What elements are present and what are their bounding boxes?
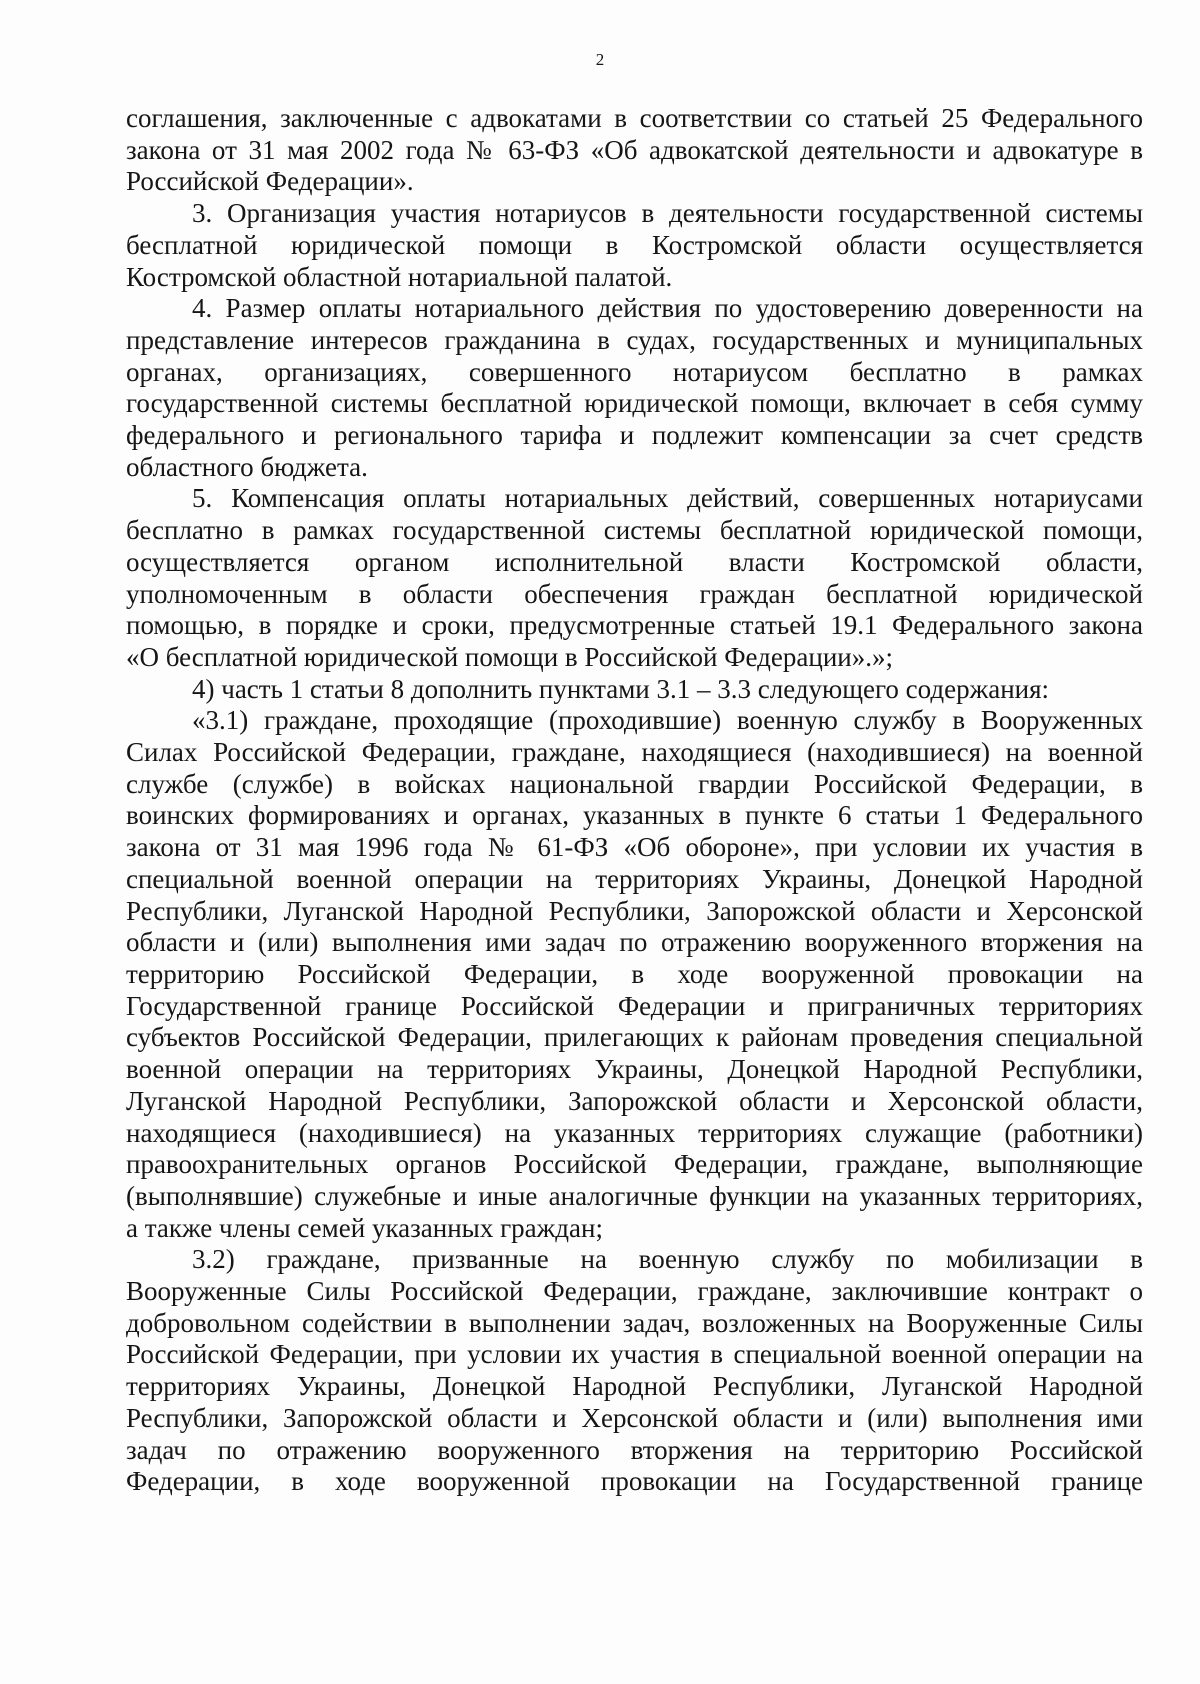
text-line: Государственной границе Российской Федерации и приграничных территориях bbox=[126, 990, 1143, 1021]
text-line: Луганской Народной Республики, Запорожской области и Херсонской области, bbox=[126, 1085, 1143, 1116]
text-line: воинских формированиях и органах, указанных в пункте 6 статьи 1 Федерального bbox=[126, 800, 1143, 831]
text-line: Федерации, в ходе вооруженной провокации на Государственной границе bbox=[126, 1466, 1143, 1497]
text-line: Силах Российской Федерации, граждане, находящиеся (находившиеся) на военной bbox=[126, 737, 1143, 768]
document-body bbox=[126, 103, 1143, 1498]
text-line: органах, организациях, совершенного нотариусом бесплатно в рамках bbox=[126, 356, 1143, 387]
text-line: соглашения, заключенные с адвокатами в соответствии со статьей 25 Федерального bbox=[126, 103, 1143, 133]
text-line: территориях Украины, Донецкой Народной Республики, Луганской Народной bbox=[126, 1371, 1143, 1402]
text-line: закона от 31 мая 1996 года № 61-ФЗ «Об обороне», при условии их участия в bbox=[126, 832, 1143, 863]
text-line: субъектов Российской Федерации, прилегающих к районам проведения специальной bbox=[126, 1022, 1143, 1053]
text-line: закона от 31 мая 2002 года № 63-ФЗ «Об адвокатской деятельности и адвокатуре в bbox=[126, 134, 1143, 165]
text-line: уполномоченным в области обеспечения граждан бесплатной юридической bbox=[126, 578, 1143, 609]
text-line: федерального и регионального тарифа и подлежит компенсации за счет средств bbox=[126, 420, 1143, 451]
text-line: а также члены семей указанных граждан; bbox=[126, 1212, 603, 1243]
text-line: осуществляется органом исполнительной власти Костромской области, bbox=[126, 546, 1143, 577]
text-line: Республики, Запорожской области и Херсонской области и (или) выполнения ими bbox=[126, 1402, 1143, 1433]
text-line: Вооруженные Силы Российской Федерации, граждане, заключившие контракт о bbox=[126, 1276, 1143, 1307]
text-line: области и (или) выполнения ими задач по отражению вооруженного вторжения на bbox=[126, 927, 1143, 958]
text-line: военной операции на территориях Украины, Донецкой Народной Республики, bbox=[126, 1054, 1143, 1085]
text-line: находящиеся (находившиеся) на указанных территориях служащие (работники) bbox=[126, 1117, 1143, 1148]
text-line: правоохранительных органов Российской Федерации, граждане, выполняющие bbox=[126, 1149, 1143, 1180]
text-line: государственной системы бесплатной юридической помощи, включает в себя сумму bbox=[126, 388, 1143, 419]
text-line: Российской Федерации». bbox=[126, 166, 414, 197]
page-number: 2 bbox=[595, 50, 605, 69]
text-line: «О бесплатной юридической помощи в Российской Федерации».»; bbox=[126, 641, 893, 672]
text-line: областного бюджета. bbox=[126, 451, 368, 482]
text-line: 3.2) граждане, призванные на военную службу по мобилизации в bbox=[192, 1244, 1143, 1275]
text-line: (выполнявшие) служебные и иные аналогичные функции на указанных территориях, bbox=[126, 1180, 1143, 1211]
text-line: 3. Организация участия нотариусов в деятельности государственной системы bbox=[192, 198, 1143, 229]
text-line: «3.1) граждане, проходящие (проходившие) военную службу в Вооруженных bbox=[192, 705, 1143, 736]
text-line: Российской Федерации, при условии их участия в специальной военной операции на bbox=[126, 1339, 1143, 1370]
text-line: специальной военной операции на территориях Украины, Донецкой Народной bbox=[126, 863, 1143, 894]
text-line: добровольном содействии в выполнении задач, возложенных на Вооруженные Силы bbox=[126, 1307, 1143, 1338]
text-line: Республики, Луганской Народной Республики, Запорожской области и Херсонской bbox=[126, 895, 1143, 926]
text-line: 4. Размер оплаты нотариального действия по удостоверению доверенности на bbox=[192, 293, 1143, 324]
text-line: 5. Компенсация оплаты нотариальных действий, совершенных нотариусами bbox=[192, 483, 1143, 514]
text-line: бесплатно в рамках государственной системы бесплатной юридической помощи, bbox=[126, 515, 1143, 546]
text-line: службе (службе) в войсках национальной гвардии Российской Федерации, в bbox=[126, 768, 1143, 799]
text-line: 4) часть 1 статьи 8 дополнить пунктами 3.1 – 3.3 следующего содержания: bbox=[192, 673, 1050, 704]
text-line: Костромской областной нотариальной палатой. bbox=[126, 261, 673, 292]
text-line: представление интересов гражданина в судах, государственных и муниципальных bbox=[126, 324, 1143, 355]
text-line: задач по отражению вооруженного вторжения на территорию Российской bbox=[126, 1434, 1143, 1465]
text-line: бесплатной юридической помощи в Костромской области осуществляется bbox=[126, 229, 1143, 260]
text-line: помощью, в порядке и сроки, предусмотренные статьей 19.1 Федерального закона bbox=[126, 610, 1143, 641]
text-line: территорию Российской Федерации, в ходе вооруженной провокации на bbox=[126, 958, 1143, 989]
